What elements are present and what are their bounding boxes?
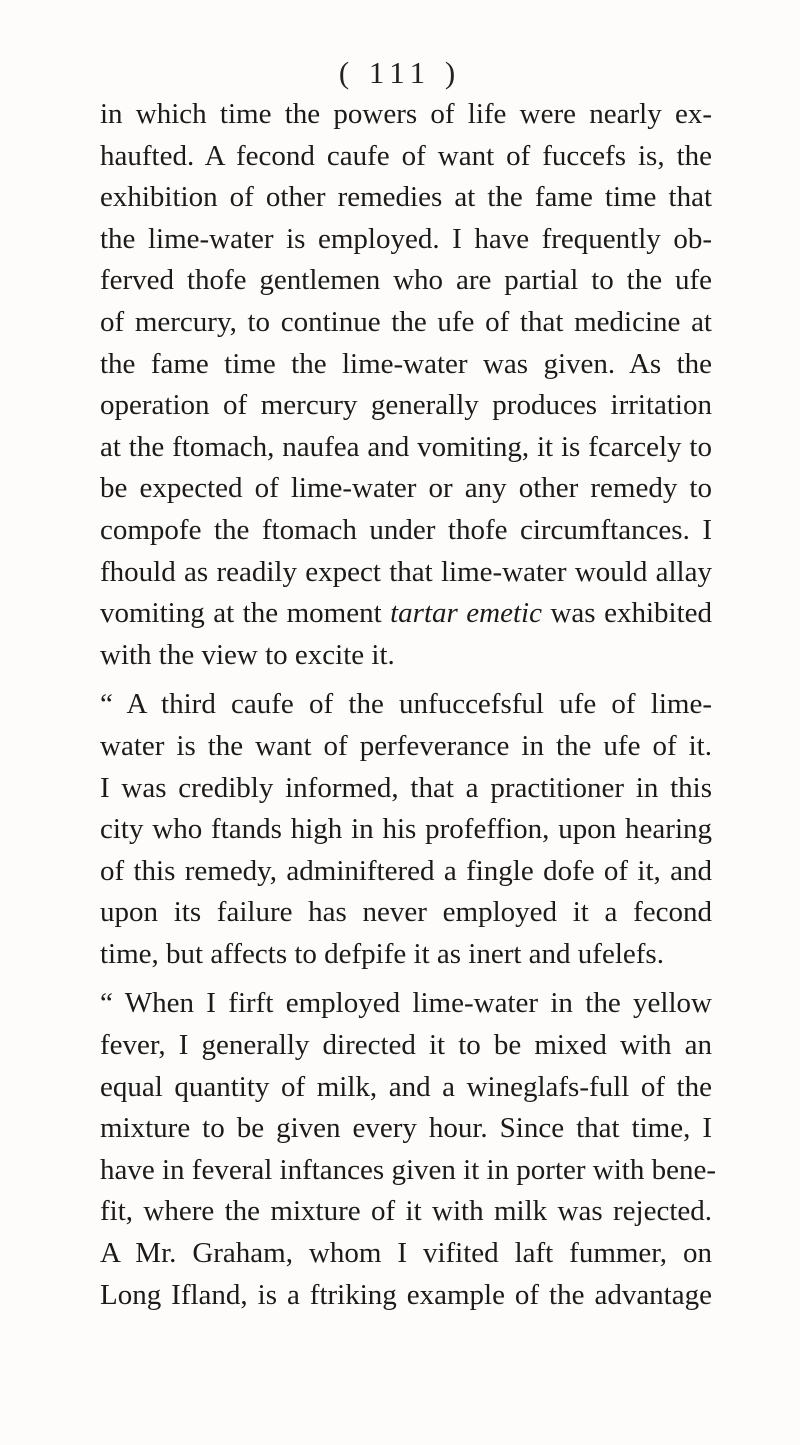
text-line: equal quantity of milk, and a wineglafs-full of the	[100, 1070, 712, 1103]
text-line: fit, where the mixture of it with milk was rejected.	[100, 1195, 712, 1228]
text-line: with the view to excite it.	[100, 638, 395, 671]
text-line: fhould as readily expect that lime-water would allay	[100, 555, 712, 588]
text-line: Long Ifland, is a ftriking example of the advantage	[100, 1278, 712, 1311]
text-line: of this remedy, adminiftered a fingle dofe of it, and	[100, 854, 712, 887]
paragraph-1	[100, 94, 712, 676]
text-line: operation of mercury generally produces irritation	[100, 389, 712, 422]
page-number: ( 111 )	[338, 55, 462, 90]
text-line: compofe the ftomach under thofe circumftances. I	[100, 513, 712, 546]
text-line: upon its failure has never employed it a fecond	[100, 896, 712, 929]
text-line: “ A third caufe of the unfuccefsful ufe of lime-	[100, 688, 712, 721]
text-line: the lime-water is employed. I have frequently ob-	[100, 222, 712, 255]
text-line: time, but affects to defpife it as inert and ufelefs.	[100, 937, 664, 970]
text-line: be expected of lime-water or any other remedy to	[100, 472, 712, 505]
text-line: city who ftands high in his profeffion, upon hearing	[100, 813, 712, 846]
text-line: mixture to be given every hour. Since that time, I	[100, 1112, 712, 1145]
paragraph-gap	[100, 676, 712, 684]
text-line: fever, I generally directed it to be mixed with an	[100, 1029, 712, 1062]
text-line: in which time the powers of life were nearly ex-	[100, 98, 712, 130]
text-line: haufted. A fecond caufe of want of fuccefs is, the	[100, 139, 712, 172]
text-line: water is the want of perfeverance in the ufe of it.	[100, 729, 712, 762]
text-line: ferved thofe gentlemen who are partial to the ufe	[100, 264, 712, 297]
italic-phrase: tartar emetic	[390, 597, 542, 630]
text-line: at the ftomach, naufea and vomiting, it is fcarcely to	[100, 430, 712, 463]
paragraph-gap	[100, 975, 712, 983]
paragraph-3	[100, 983, 717, 1316]
paragraph-2	[100, 684, 712, 975]
text-line: exhibition of other remedies at the fame time that	[100, 181, 712, 214]
body-text	[100, 94, 717, 1316]
text-line: the fame time the lime-water was given. As the	[100, 347, 712, 380]
text-line: have in feveral inftances given it in porter with bene-	[100, 1153, 717, 1186]
text-line: “ When I firft employed lime-water in the yellow	[100, 987, 712, 1020]
text-line: of mercury, to continue the ufe of that medicine at	[100, 305, 712, 338]
text-line: vomiting at the moment tartar emetic was exhibited	[100, 597, 712, 630]
text-line: I was credibly informed, that a practitioner in this	[100, 771, 712, 804]
text-line: A Mr. Graham, whom I vifited laft fummer, on	[100, 1237, 712, 1270]
